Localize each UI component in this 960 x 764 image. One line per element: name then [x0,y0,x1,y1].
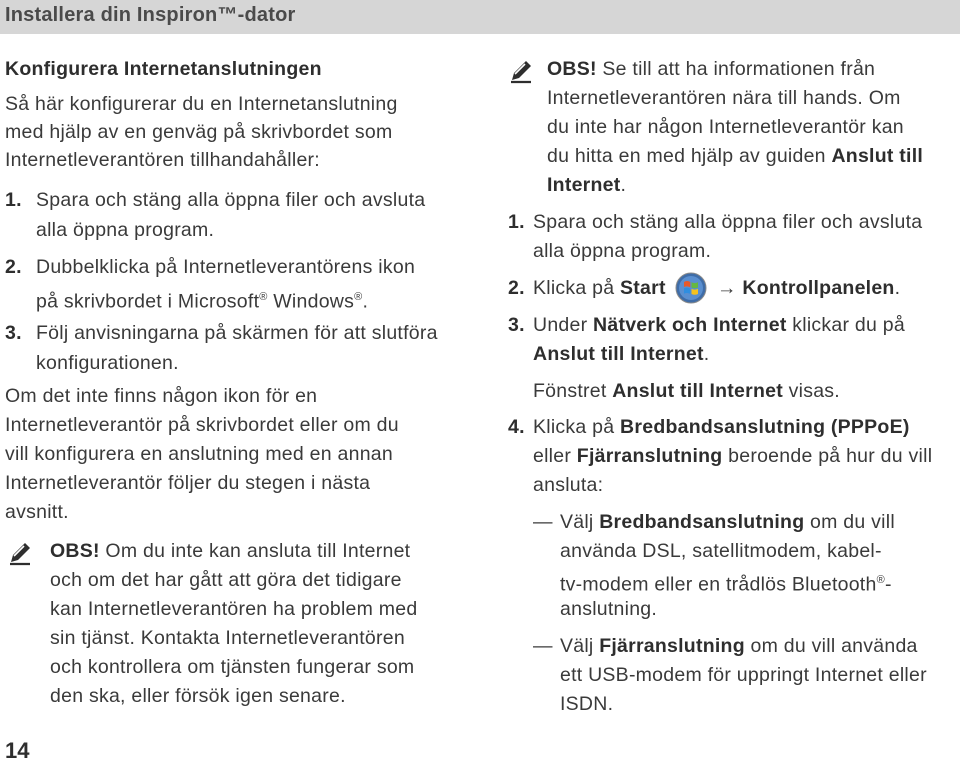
step-1-line-1: Spara och stäng alla öppna filer och avsluta [36,189,426,211]
right-step-4-line-3: ansluta: [533,474,604,496]
para-line-5: avsnitt. [5,501,69,523]
intro-line-3: Internetleverantören tillhandahåller: [5,149,320,171]
right-step-2-text-a: Klicka på Start [533,277,666,299]
right-step-3-line-1: Under Nätverk och Internet klickar du på [533,314,905,336]
windows-start-orb-icon [675,272,707,304]
bullet-1-line-1: Välj Bredbandsanslutning om du vill [560,511,895,533]
left-note-line-2: och om det har gått att göra det tidigare [50,569,402,591]
right-note-line-4: du hitta en med hjälp av guiden Anslut till [547,145,924,167]
right-note-line-2: Internetleverantören nära till hands. Om [547,87,901,109]
step-1-line-2: alla öppna program. [36,219,215,241]
bullet-1-line-2: använda DSL, satellitmodem, kabel- [560,540,882,562]
bullet-1-dash: — [533,511,553,533]
right-step-3-number: 3. [508,314,525,336]
step-3-number: 3. [5,322,22,344]
step-2-number: 2. [5,256,22,278]
right-step-4-number: 4. [508,416,525,438]
right-note-line-5: Internet. [547,174,627,196]
bullet-2-line-1: Välj Fjärranslutning om du vill använda [560,635,918,657]
step-3-line-2: konfigurationen. [36,352,179,374]
right-step-2-text-b: → Kontrollpanelen. [717,277,901,299]
right-step-3-line-2: Anslut till Internet. [533,343,710,365]
left-note-line-3: kan Internetleverantören ha problem med [50,598,418,620]
step-2-line-1: Dubbelklicka på Internetleverantörens ikon [36,256,416,278]
bullet-1-line-4: anslutning. [560,598,658,620]
para-line-4: Internetleverantör följer du stegen i nästa [5,472,371,494]
note-pencil-icon [7,540,33,566]
left-note-line-6: den ska, eller försök igen senare. [50,685,346,707]
page-number: 14 [5,738,30,763]
left-note-line-1: OBS! Om du inte kan ansluta till Internet [50,540,411,562]
para-line-1: Om det inte finns någon ikon för en [5,385,318,407]
bullet-2-dash: — [533,635,553,657]
step-2-line-2: på skrivbordet i Microsoft® Windows®. [36,290,369,313]
bullet-2-line-2: ett USB-modem för uppringt Internet eller [560,664,927,686]
page-header-title: Installera din Inspiron™-dator [5,4,296,26]
right-step-4-line-2: eller Fjärranslutning beroende på hur du vill [533,445,933,467]
para-line-2: Internetleverantör på skrivbordet eller om du [5,414,399,436]
right-note-line-1: OBS! Se till att ha informationen från [547,58,876,80]
intro-line-1: Så här konfigurerar du en Internetanslutning [5,93,398,115]
right-step-4-line-1: Klicka på Bredbandsanslutning (PPPoE) [533,416,910,438]
left-note-line-5: och kontrollera om tjänsten fungerar som [50,656,415,678]
right-step-2-number: 2. [508,277,525,299]
right-note-line-3: du inte har någon Internetleverantör kan [547,116,904,138]
para-line-3: vill konfigurera en anslutning med en annan [5,443,394,465]
step-3-line-1: Följ anvisningarna på skärmen för att slutföra [36,322,438,344]
intro-line-2: med hjälp av en genväg på skrivbordet som [5,121,393,143]
bullet-1-line-3: tv-modem eller en trådlös Bluetooth®- [560,573,892,596]
bullet-2-line-3: ISDN. [560,693,614,715]
right-step-1-number: 1. [508,211,525,233]
right-step-1-line-1: Spara och stäng alla öppna filer och avsluta [533,211,923,233]
right-step-1-line-2: alla öppna program. [533,240,712,262]
step-1-number: 1. [5,189,22,211]
note-pencil-icon [508,58,534,84]
section-title: Konfigurera Internetanslutningen [5,58,322,80]
right-step-3-window-line: Fönstret Anslut till Internet visas. [533,380,840,402]
left-note-line-4: sin tjänst. Kontakta Internetleverantören [50,627,405,649]
